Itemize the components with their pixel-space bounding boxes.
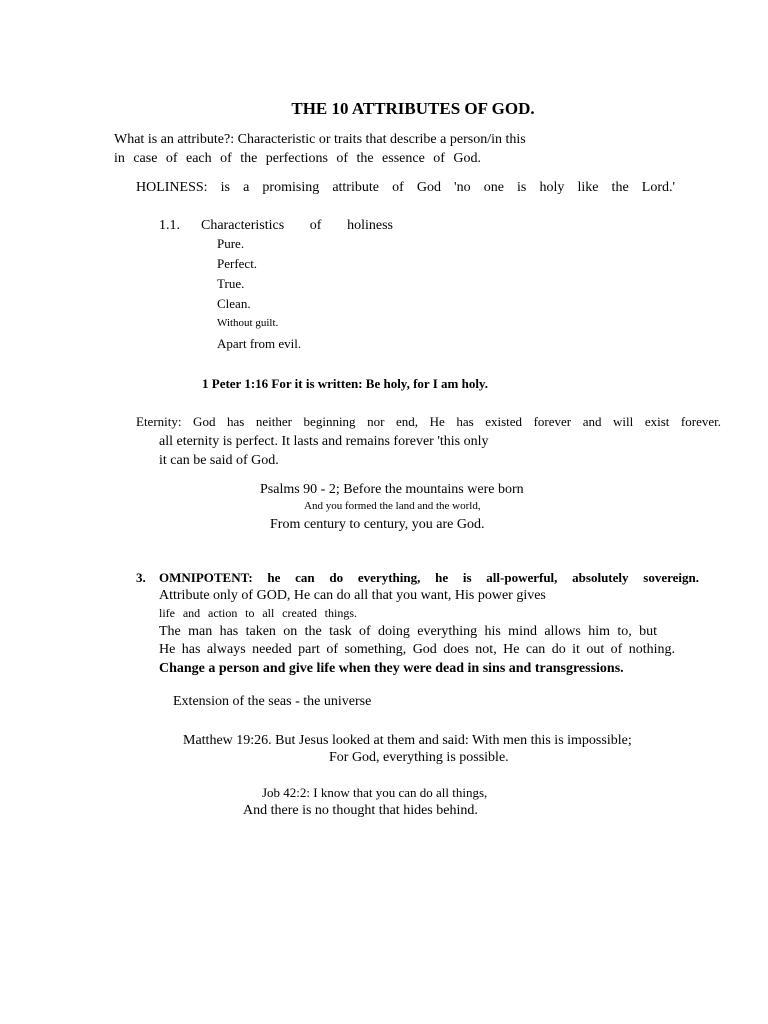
psalm-line-1: Psalms 90 - 2; Before the mountains were born [260,482,524,497]
item-text: Apart from evil. [217,336,302,351]
omnipotent-line-2: Attribute only of GOD, He can do all that you want, His power gives [159,588,546,603]
item-text: Perfect. [217,256,258,271]
intro-line-2: in case of each of the perfections of the essence of God. [114,151,481,166]
omnipotent-line-4: The man has taken on the task of doing everything his mind allows him to, but [159,624,657,639]
matthew-line-1: Matthew 19:26. But Jesus looked at them and said: With men this is impossible; [183,733,632,748]
holiness-item [203,257,257,270]
subheading-number: 1.1. [159,218,180,233]
item-text: Without guilt. [217,317,279,329]
psalm-line-2: And you formed the land and the world, [304,500,481,512]
holiness-heading: HOLINESS: is a promising attribute of God 'no one is holy like the Lord.' [136,180,675,195]
holiness-verse: 1 Peter 1:16 For it is written: Be holy, for I am holy. [202,376,488,391]
holiness-item [203,297,251,310]
item-text: True. [217,276,245,291]
intro-line-1: What is an attribute?: Characteristic or traits that describe a person/in this [114,132,526,147]
item-text: Pure. [217,236,245,251]
job-line-2: And there is no thought that hides behind. [243,803,478,818]
holiness-item [203,237,244,250]
holiness-item [203,318,278,329]
eternity-line-1: Eternity: God has neither beginning nor end, He has existed forever and will exist forever. [136,414,721,429]
eternity-line-3: it can be said of God. [159,453,279,468]
omnipotent-heading: OMNIPOTENT: he can do everything, he is all-powerful, absolutely sovereign. [159,570,699,585]
holiness-item [203,337,301,350]
eternity-line-2: all eternity is perfect. It lasts and remains forever 'this only [159,434,489,449]
subheading-label: Characteristics of holiness [201,218,393,233]
omnipotent-line-3: life and action to all created things. [159,606,357,620]
omnipotent-line-6: Change a person and give life when they were dead in sins and transgressions. [159,661,624,676]
item-text: Clean. [217,296,251,311]
holiness-item [203,277,244,290]
omnipotent-line-5: He has always needed part of something, God does not, He can do it out of nothing. [159,642,675,657]
job-line-1: Job 42:2: I know that you can do all things, [262,785,488,800]
psalm-line-3: From century to century, you are God. [270,517,485,532]
omnipotent-bullet [159,695,371,709]
bullet-text: Extension of the seas - the universe [173,694,372,709]
matthew-line-2: For God, everything is possible. [329,750,509,765]
page-title: THE 10 ATTRIBUTES OF GOD. [291,99,535,118]
omnipotent-number: 3. [136,570,146,585]
